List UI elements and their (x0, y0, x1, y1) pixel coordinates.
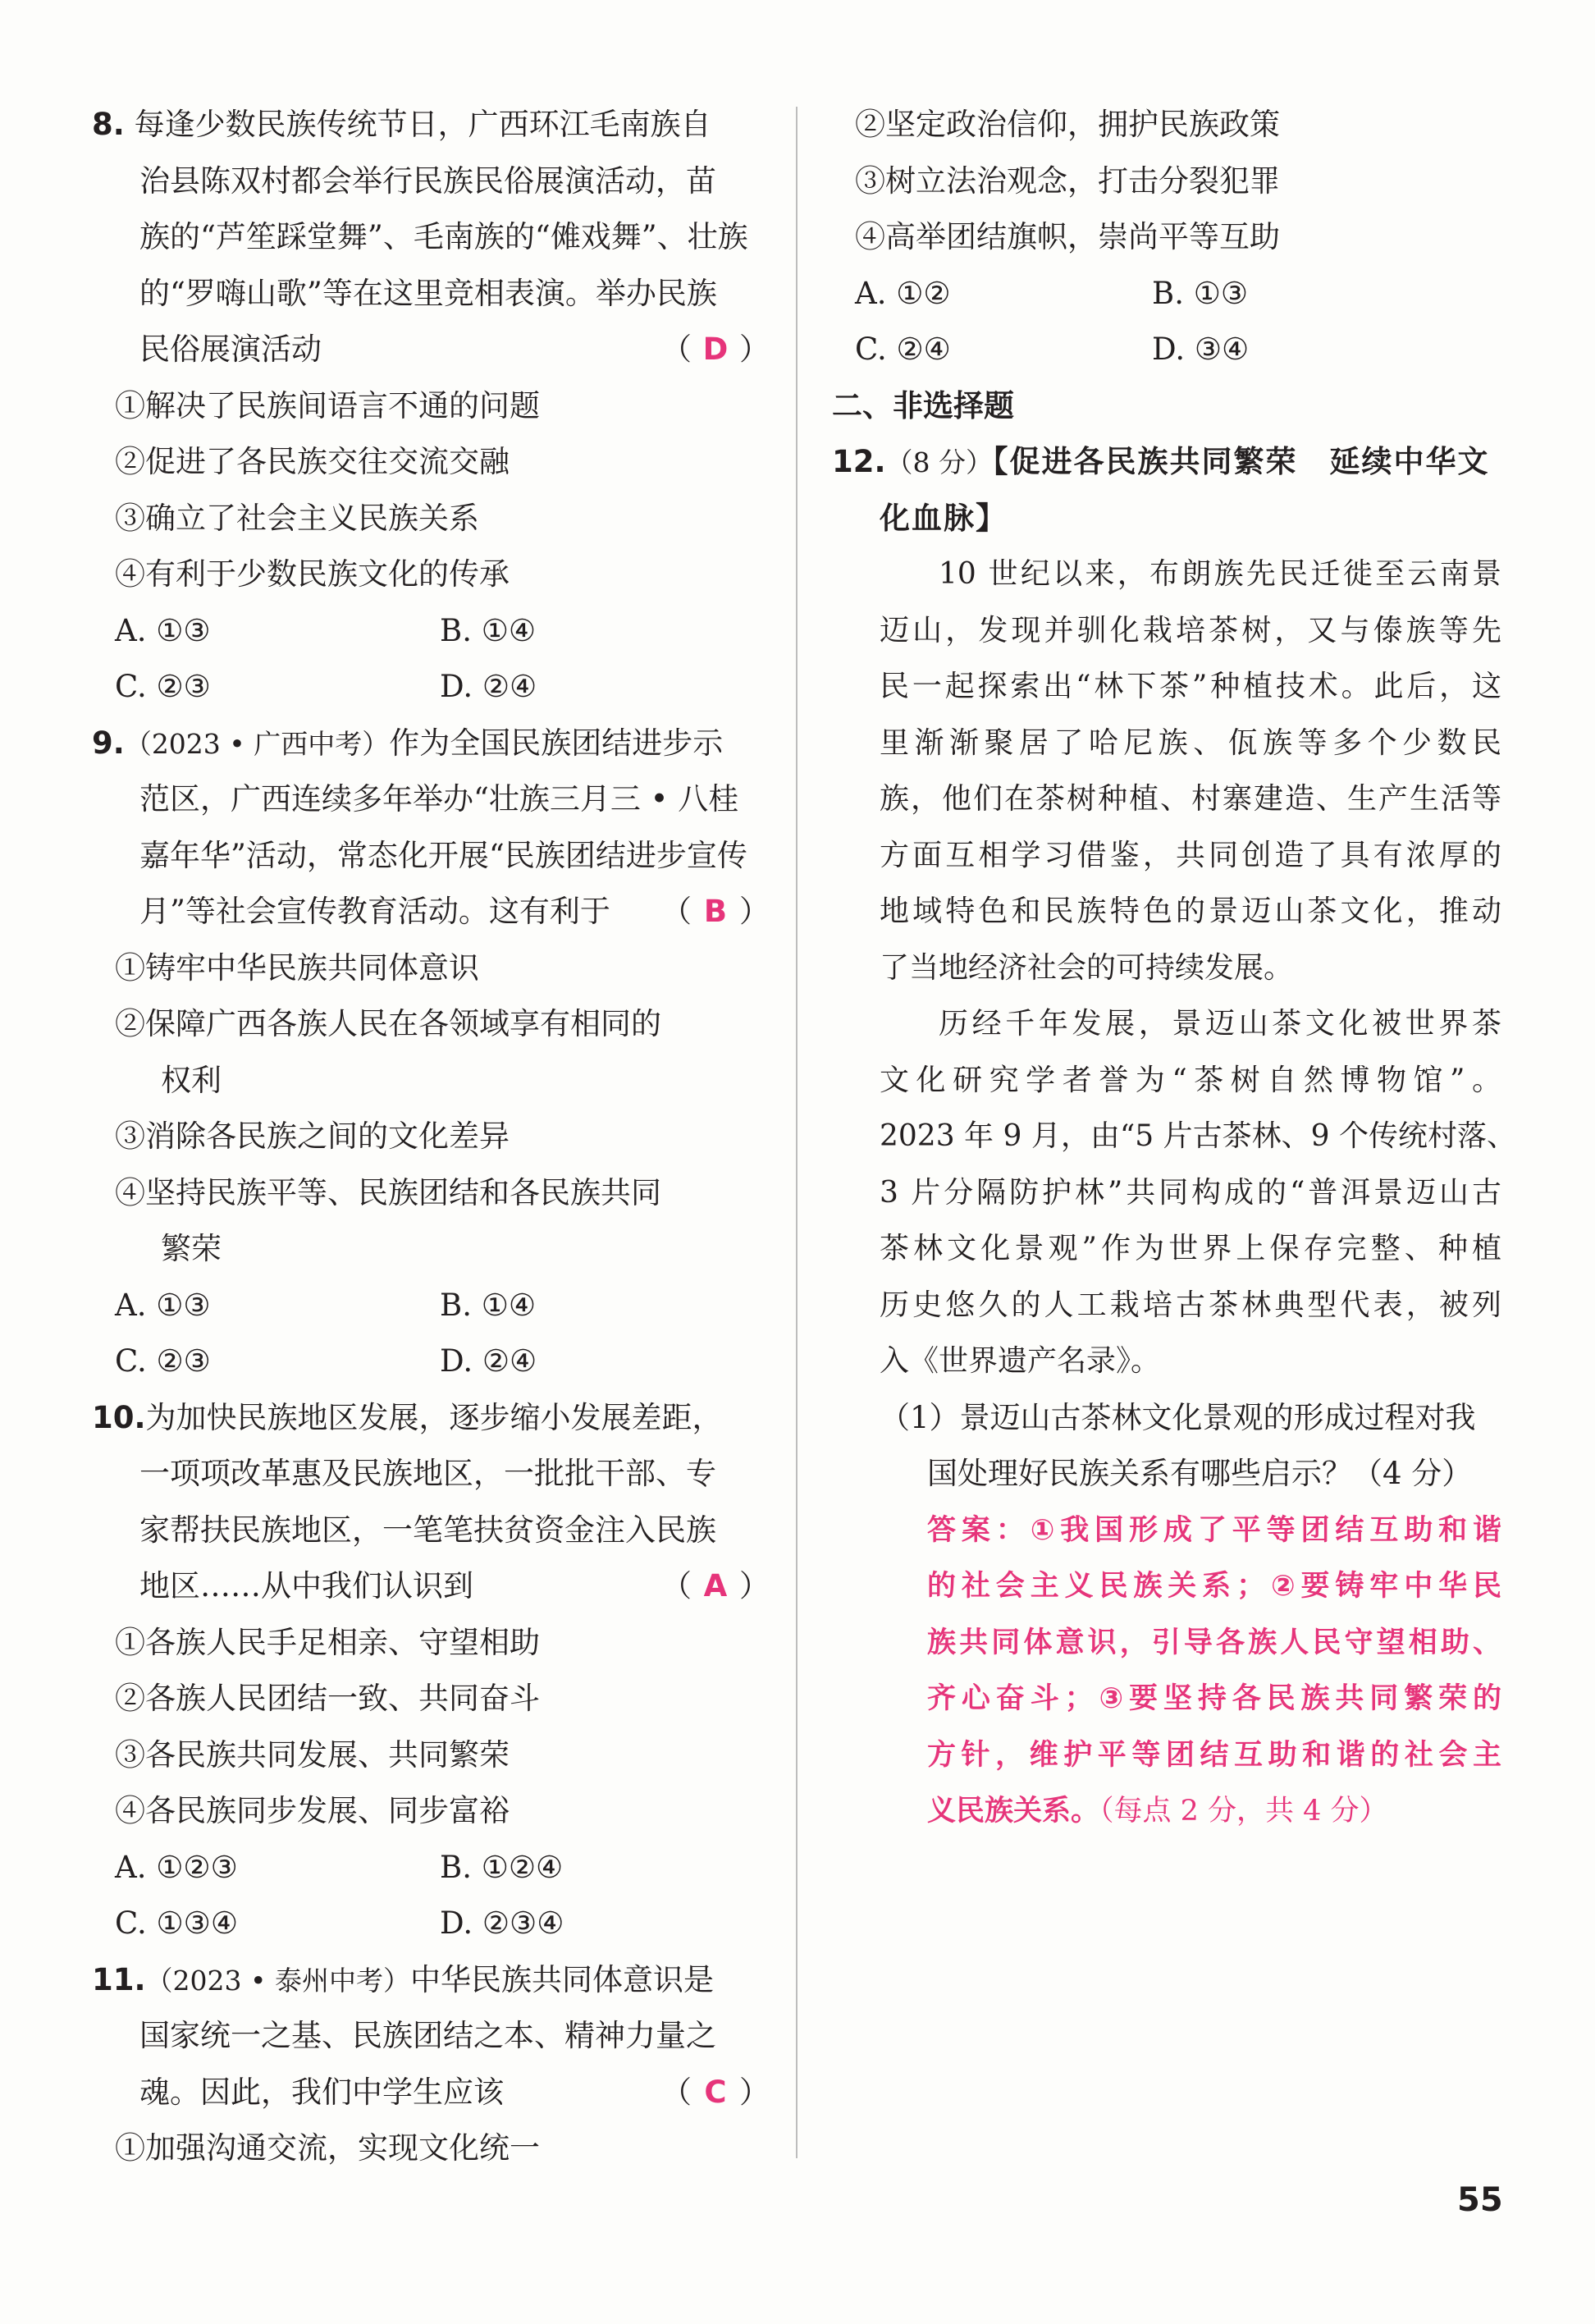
question-10 (92, 1390, 770, 1952)
answer-letter: A (703, 1568, 728, 1603)
option-a: A. ①③ (115, 1287, 211, 1323)
material-paragraph-2 (832, 996, 1516, 1390)
choice-item: ②保障广西各族人民在各领域享有相同的 (115, 1006, 661, 1041)
answer-bracket: （ D ） (661, 322, 770, 378)
para-line: 了当地经济社会的可持续发展。 (880, 950, 1294, 985)
answer-bracket: （ B ） (661, 884, 770, 940)
choice-item: ④高举团结旗帜，崇尚平等互助 (855, 219, 1280, 254)
para-line: 迈山，发现并驯化栽培茶树，又与傣族等先 (880, 613, 1501, 647)
answer-line: 的社会主义民族关系；②要铸牢中华民 (927, 1570, 1501, 1603)
option-b: B. ①③ (1152, 275, 1249, 311)
right-column (832, 97, 1516, 1840)
sub-question-1: （1）景迈山古茶林文化景观的形成过程对我 (880, 1399, 1476, 1435)
option-c: C. ②③ (115, 1343, 211, 1379)
choice-item: ②各族人民团结一致、共同奋斗 (115, 1681, 540, 1716)
answer-line: 齐心奋斗；③要坚持各民族共同繁荣的 (927, 1682, 1501, 1715)
stem-line: 的“罗嗨山歌”等在这里竞相表演。举办民族 (139, 275, 717, 311)
para-line: 里渐渐聚居了哈尼族、佤族等多个少数民 (880, 725, 1501, 760)
choice-item: ①各族人民手足相亲、守望相助 (115, 1624, 540, 1660)
answer-letter: D (702, 332, 729, 367)
question-source: （2023 • 广西中考） (124, 727, 390, 760)
choice-item: ③树立法治观念，打击分裂犯罪 (855, 162, 1280, 199)
choice-item-cont: 权利 (161, 1062, 222, 1098)
option-a: A. ①③ (115, 612, 211, 648)
stem-line: 范区，广西连续多年举办“壮族三月三 • 八桂 (139, 781, 739, 817)
answer-line: 族共同体意识，引导各族人民守望相助、 (927, 1626, 1501, 1659)
option-a: A. ①②③ (115, 1849, 238, 1885)
para-line: 文化研究学者誉为“茶树自然博物馆”。 (880, 1063, 1501, 1097)
question-12 (832, 434, 1516, 1840)
question-number: 8. (92, 107, 125, 142)
answer-letter: C (704, 2074, 727, 2110)
choice-item: ④有利于少数民族文化的传承 (115, 556, 510, 592)
material-paragraph-1 (832, 547, 1501, 996)
section-heading: 二、非选择题 (832, 387, 1014, 423)
option-d: D. ②③④ (440, 1905, 564, 1941)
para-line: 入《世界遗产名录》。 (880, 1344, 1161, 1378)
stem-line: 嘉年华”活动，常态化开展“民族团结进步宣传 (139, 837, 747, 873)
answer-letter: B (703, 894, 728, 929)
option-d: D. ②④ (440, 669, 537, 704)
stem-line: 族的“芦笙踩堂舞”、毛南族的“傩戏舞”、壮族 (139, 219, 748, 254)
para-line: 2023 年 9 月，由“5 片古茶林、9 个传统村落、 (880, 1119, 1516, 1153)
choice-item: ①铸牢中华民族共同体意识 (115, 949, 479, 986)
score-note: （每点 2 分，共 4 分） (1099, 1795, 1388, 1828)
stem-line: 家帮扶民族地区，一笔笔扶贫资金注入民族 (139, 1512, 716, 1548)
choice-item: ③确立了社会主义民族关系 (115, 500, 479, 536)
left-column (92, 97, 770, 2177)
topic-title: 【促进各民族共同繁荣 延续中华文 (993, 444, 1490, 479)
choice-item: ①加强沟通交流，实现文化统一 (115, 2130, 540, 2166)
answer-line: 答案：①我国形成了平等团结互助和谐 (927, 1513, 1501, 1547)
question-score: （8 分） (885, 446, 994, 478)
choice-item: ③各民族共同发展、共同繁荣 (115, 1736, 510, 1773)
option-d: D. ②④ (440, 1343, 537, 1379)
answer-bracket: （ C ） (661, 2065, 770, 2121)
para-line: 方面互相学习借鉴，共同创造了具有浓厚的 (880, 838, 1501, 872)
choice-item: ③消除各民族之间的文化差异 (115, 1119, 510, 1154)
option-d: D. ③④ (1152, 332, 1250, 367)
stem-line: 每逢少数民族传统节日，广西环江毛南族自 (134, 107, 711, 142)
question-number: 9. (92, 725, 125, 761)
question-11 (92, 1952, 770, 2177)
column-divider (796, 107, 798, 2158)
para-line: 历史悠久的人工栽培古茶林典型代表，被列 (880, 1288, 1501, 1322)
question-9 (92, 716, 770, 1390)
stem-line: 月”等社会宣传教育活动。这有利于 (139, 894, 610, 929)
stem-line: 魂。因此，我们中学生应该 (139, 2074, 504, 2110)
para-line: 3 片分隔防护林”共同构成的“普洱景迈山古 (880, 1175, 1501, 1210)
question-number: 12. (832, 444, 886, 479)
option-b: B. ①④ (440, 1287, 537, 1323)
stem-line: 国家统一之基、民族团结之本、精神力量之 (139, 2018, 716, 2053)
para-line: 地域特色和民族特色的景迈山茶文化，推动 (880, 894, 1501, 928)
para-line: 茶林文化景观”作为世界上保存完整、种植 (880, 1232, 1501, 1265)
question-source: （2023 • 泰州中考） (145, 1964, 410, 1997)
page-number: 55 (1457, 2181, 1503, 2219)
stem-line: 一项项改革惠及民族地区，一批批干部、专 (139, 1456, 716, 1491)
stem-line: 中华民族共同体意识是 (409, 1961, 714, 1997)
option-c: C. ②③ (115, 669, 211, 704)
option-b: B. ①②④ (440, 1849, 564, 1885)
topic-title-cont: 化血脉】 (880, 500, 1008, 536)
choice-item-cont: 繁荣 (161, 1231, 222, 1266)
stem-line: 民俗展演活动 (139, 332, 322, 367)
para-line: 族，他们在茶树种植、村寨建造、生产生活等 (880, 782, 1501, 816)
option-c: C. ②④ (855, 332, 951, 367)
para-line: 10 世纪以来，布朗族先民迁徙至云南景 (939, 557, 1501, 591)
question-number: 10. (92, 1399, 146, 1435)
question-8 (92, 97, 770, 716)
option-b: B. ①④ (440, 612, 537, 648)
choice-item: ④各民族同步发展、同步富裕 (115, 1793, 510, 1828)
answer-line: 方针，维护平等团结互助和谐的社会主 (927, 1738, 1501, 1772)
choice-item: ④坚持民族平等、民族团结和各民族共同 (115, 1174, 661, 1210)
answer-bracket: （ A ） (661, 1558, 770, 1615)
answer-line: 义民族关系。 (927, 1795, 1100, 1828)
stem-line: 作为全国民族团结进步示 (389, 725, 724, 761)
question-11-continued (832, 97, 1501, 378)
answer-block (832, 1503, 1501, 1840)
stem-line: 治县陈双村都会举行民族民俗展演活动，苗 (139, 162, 716, 199)
choice-item: ①解决了民族间语言不通的问题 (115, 387, 540, 423)
option-a: A. ①② (855, 275, 951, 311)
para-line: 民一起探索出“林下茶”种植技术。此后，这 (880, 670, 1501, 703)
stem-line: 为加快民族地区发展，逐步缩小发展差距， (145, 1399, 723, 1435)
stem-line: 地区……从中我们认识到 (139, 1568, 473, 1603)
para-line: 历经千年发展，景迈山茶文化被世界茶 (939, 1007, 1501, 1041)
choice-item: ②促进了各民族交往交流交融 (115, 444, 510, 479)
question-number: 11. (92, 1961, 146, 1997)
sub-question-1-cont: 国处理好民族关系有哪些启示？（4 分） (927, 1456, 1473, 1491)
choice-item: ②坚定政治信仰，拥护民族政策 (855, 107, 1280, 142)
option-c: C. ①③④ (115, 1905, 239, 1941)
